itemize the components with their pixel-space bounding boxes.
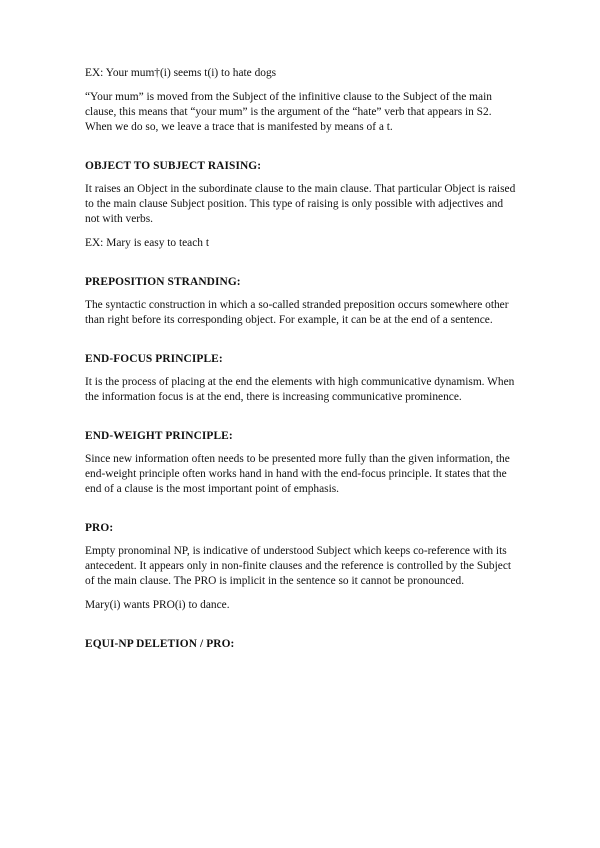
section-example: EX: Mary is easy to teach t	[85, 237, 209, 249]
section-example: Mary(i) wants PRO(i) to dance.	[85, 599, 230, 611]
section-heading-pro: PRO:	[85, 522, 114, 534]
section-heading-object-to-subject-raising: OBJECT TO SUBJECT RAISING:	[85, 160, 262, 172]
section-paragraph: The syntactic construction in which a so-called stranded preposition occurs somewhere other than right before its corresponding object. For example, it can be at the end of a sentence.	[85, 299, 509, 326]
section-heading-preposition-stranding: PREPOSITION STRANDING:	[85, 276, 241, 288]
intro-example: EX: Your mum†(i) seems t(i) to hate dogs	[85, 67, 277, 79]
section-paragraph: Empty pronominal NP, is indicative of understood Subject which keeps co-reference with its antecedent. It appears only in non-finite clauses and the reference is controlled by the Subject of the main clause. The PRO is implicit in the sentence so it cannot be pronounced.	[85, 545, 512, 587]
section-paragraph: Since new information often needs to be presented more fully than the given information, the end-weight principle often works hand in hand with the end-focus principle. It states that the end of a clause is the most important point of emphasis.	[85, 453, 510, 495]
section-heading-end-focus-principle: END-FOCUS PRINCIPLE:	[85, 353, 223, 365]
intro-explanation: “Your mum” is moved from the Subject of the infinitive clause to the Subject of the main clause, this means that “your mum” is the argument of the “hate” verb that appears in S2. When we do so, we leave a trace that is manifested by means of a t.	[85, 91, 492, 133]
section-paragraph: It raises an Object in the subordinate clause to the main clause. That particular Object is raised to the main clause Subject position. This type of raising is only possible with adjectives and not with verbs.	[85, 183, 516, 225]
section-heading-equi-np-deletion: EQUI-NP DELETION / PRO:	[85, 638, 235, 650]
document-page	[85, 66, 517, 652]
section-heading-end-weight-principle: END-WEIGHT PRINCIPLE:	[85, 430, 233, 442]
section-paragraph: It is the process of placing at the end the elements with high communicative dynamism. When the information focus is at the end, there is increasing communicative prominence.	[85, 376, 515, 403]
